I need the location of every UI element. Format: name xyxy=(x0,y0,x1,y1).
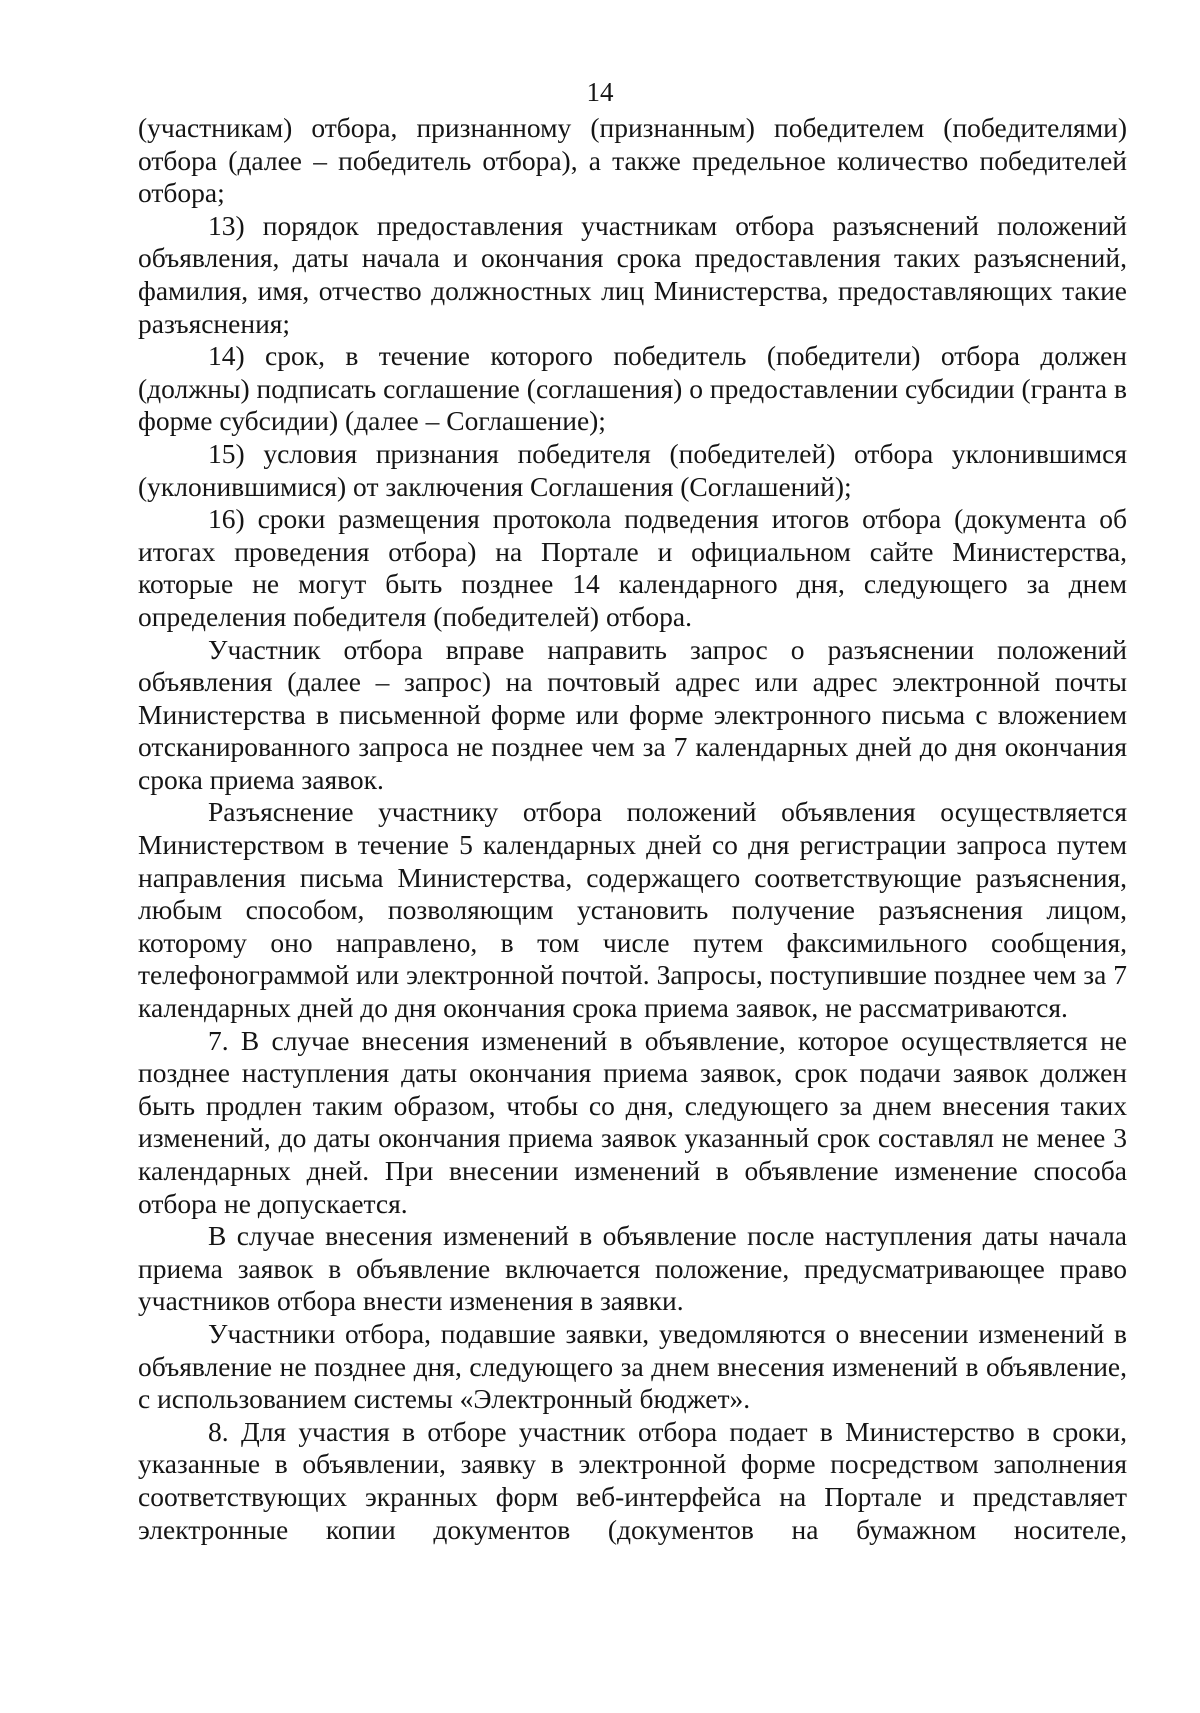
paragraph-section-8: 8. Для участия в отборе участник отбора подает в Министерство в сроки, указанные в объявлении, заявку в электронной форме посредством заполнения соответствующих экранных форм веб-интерфейса на Портале и представляет электронные копии документов (документов на бумажном носителе, xyxy=(138,1415,1127,1545)
paragraph-item-14: 14) срок, в течение которого победитель (победители) отбора должен (должны) подписать соглашение (соглашения) о предоставлении субсидии (гранта в форме субсидии) (далее – Соглашение); xyxy=(138,340,1127,437)
paragraph-request-clarification: Участник отбора вправе направить запрос о разъяснении положений объявления (далее – запрос) на почтовый адрес или адрес электронной почты Министерства в письменной форме или форме электронного письма с вложением отсканированного запроса не позднее чем за 7 календарных дней до дня окончания срока приема заявок. xyxy=(138,633,1127,795)
page-number: 14 xyxy=(586,77,614,107)
paragraph-clarification-response: Разъяснение участнику отбора положений объявления осуществляется Министерством в течение 5 календарных дней со дня регистрации запроса путем направления письма Министерства, содержащего соответствующие разъяснения, любым способом, позволяющим установить получение разъяснения лицом, которому оно направлено, в том числе путем факсимильного сообщения, телефонограммой или электронной почтой. Запросы, поступившие позднее чем за 7 календарных дней до дня окончания срока приема заявок, не рассматриваются. xyxy=(138,796,1127,1024)
paragraph-continuation: (участникам) отбора, признанному (признанным) победителем (победителями) отбора (далее – победитель отбора), а также предельное количество победителей отбора; xyxy=(138,112,1127,209)
document-body xyxy=(138,112,1127,1546)
paragraph-participants-notified: Участники отбора, подавшие заявки, уведомляются о внесении изменений в объявление не позднее дня, следующего за днем внесения изменений в объявление, с использованием системы «Электронный бюджет». xyxy=(138,1317,1127,1415)
paragraph-item-13: 13) порядок предоставления участникам отбора разъяснений положений объявления, даты начала и окончания срока предоставления таких разъяснений, фамилия, имя, отчество должностных лиц Министерства, предоставляющих такие разъяснения; xyxy=(138,209,1127,339)
paragraph-item-16: 16) сроки размещения протокола подведения итогов отбора (документа об итогах проведения отбора) на Портале и официальном сайте Министерства, которые не могут быть позднее 14 календарного дня, следующего за днем определения победителя (победителей) отбора. xyxy=(138,503,1127,632)
paragraph-section-7: 7. В случае внесения изменений в объявление, которое осуществляется не позднее наступления даты окончания приема заявок, срок подачи заявок должен быть продлен таким образом, чтобы со дня, следующего за днем внесения таких изменений, до даты окончания приема заявок указанный срок составлял не менее 3 календарных дней. При внесении изменений в объявление изменение способа отбора не допускается. xyxy=(138,1024,1127,1219)
paragraph-changes-after-start: В случае внесения изменений в объявление после наступления даты начала приема заявок в объявление включается положение, предусматривающее право участников отбора внести изменения в заявки. xyxy=(138,1220,1127,1317)
paragraph-item-15: 15) условия признания победителя (победителей) отбора уклонившимся (уклонившимися) от заключения Соглашения (Соглашений); xyxy=(138,437,1127,502)
